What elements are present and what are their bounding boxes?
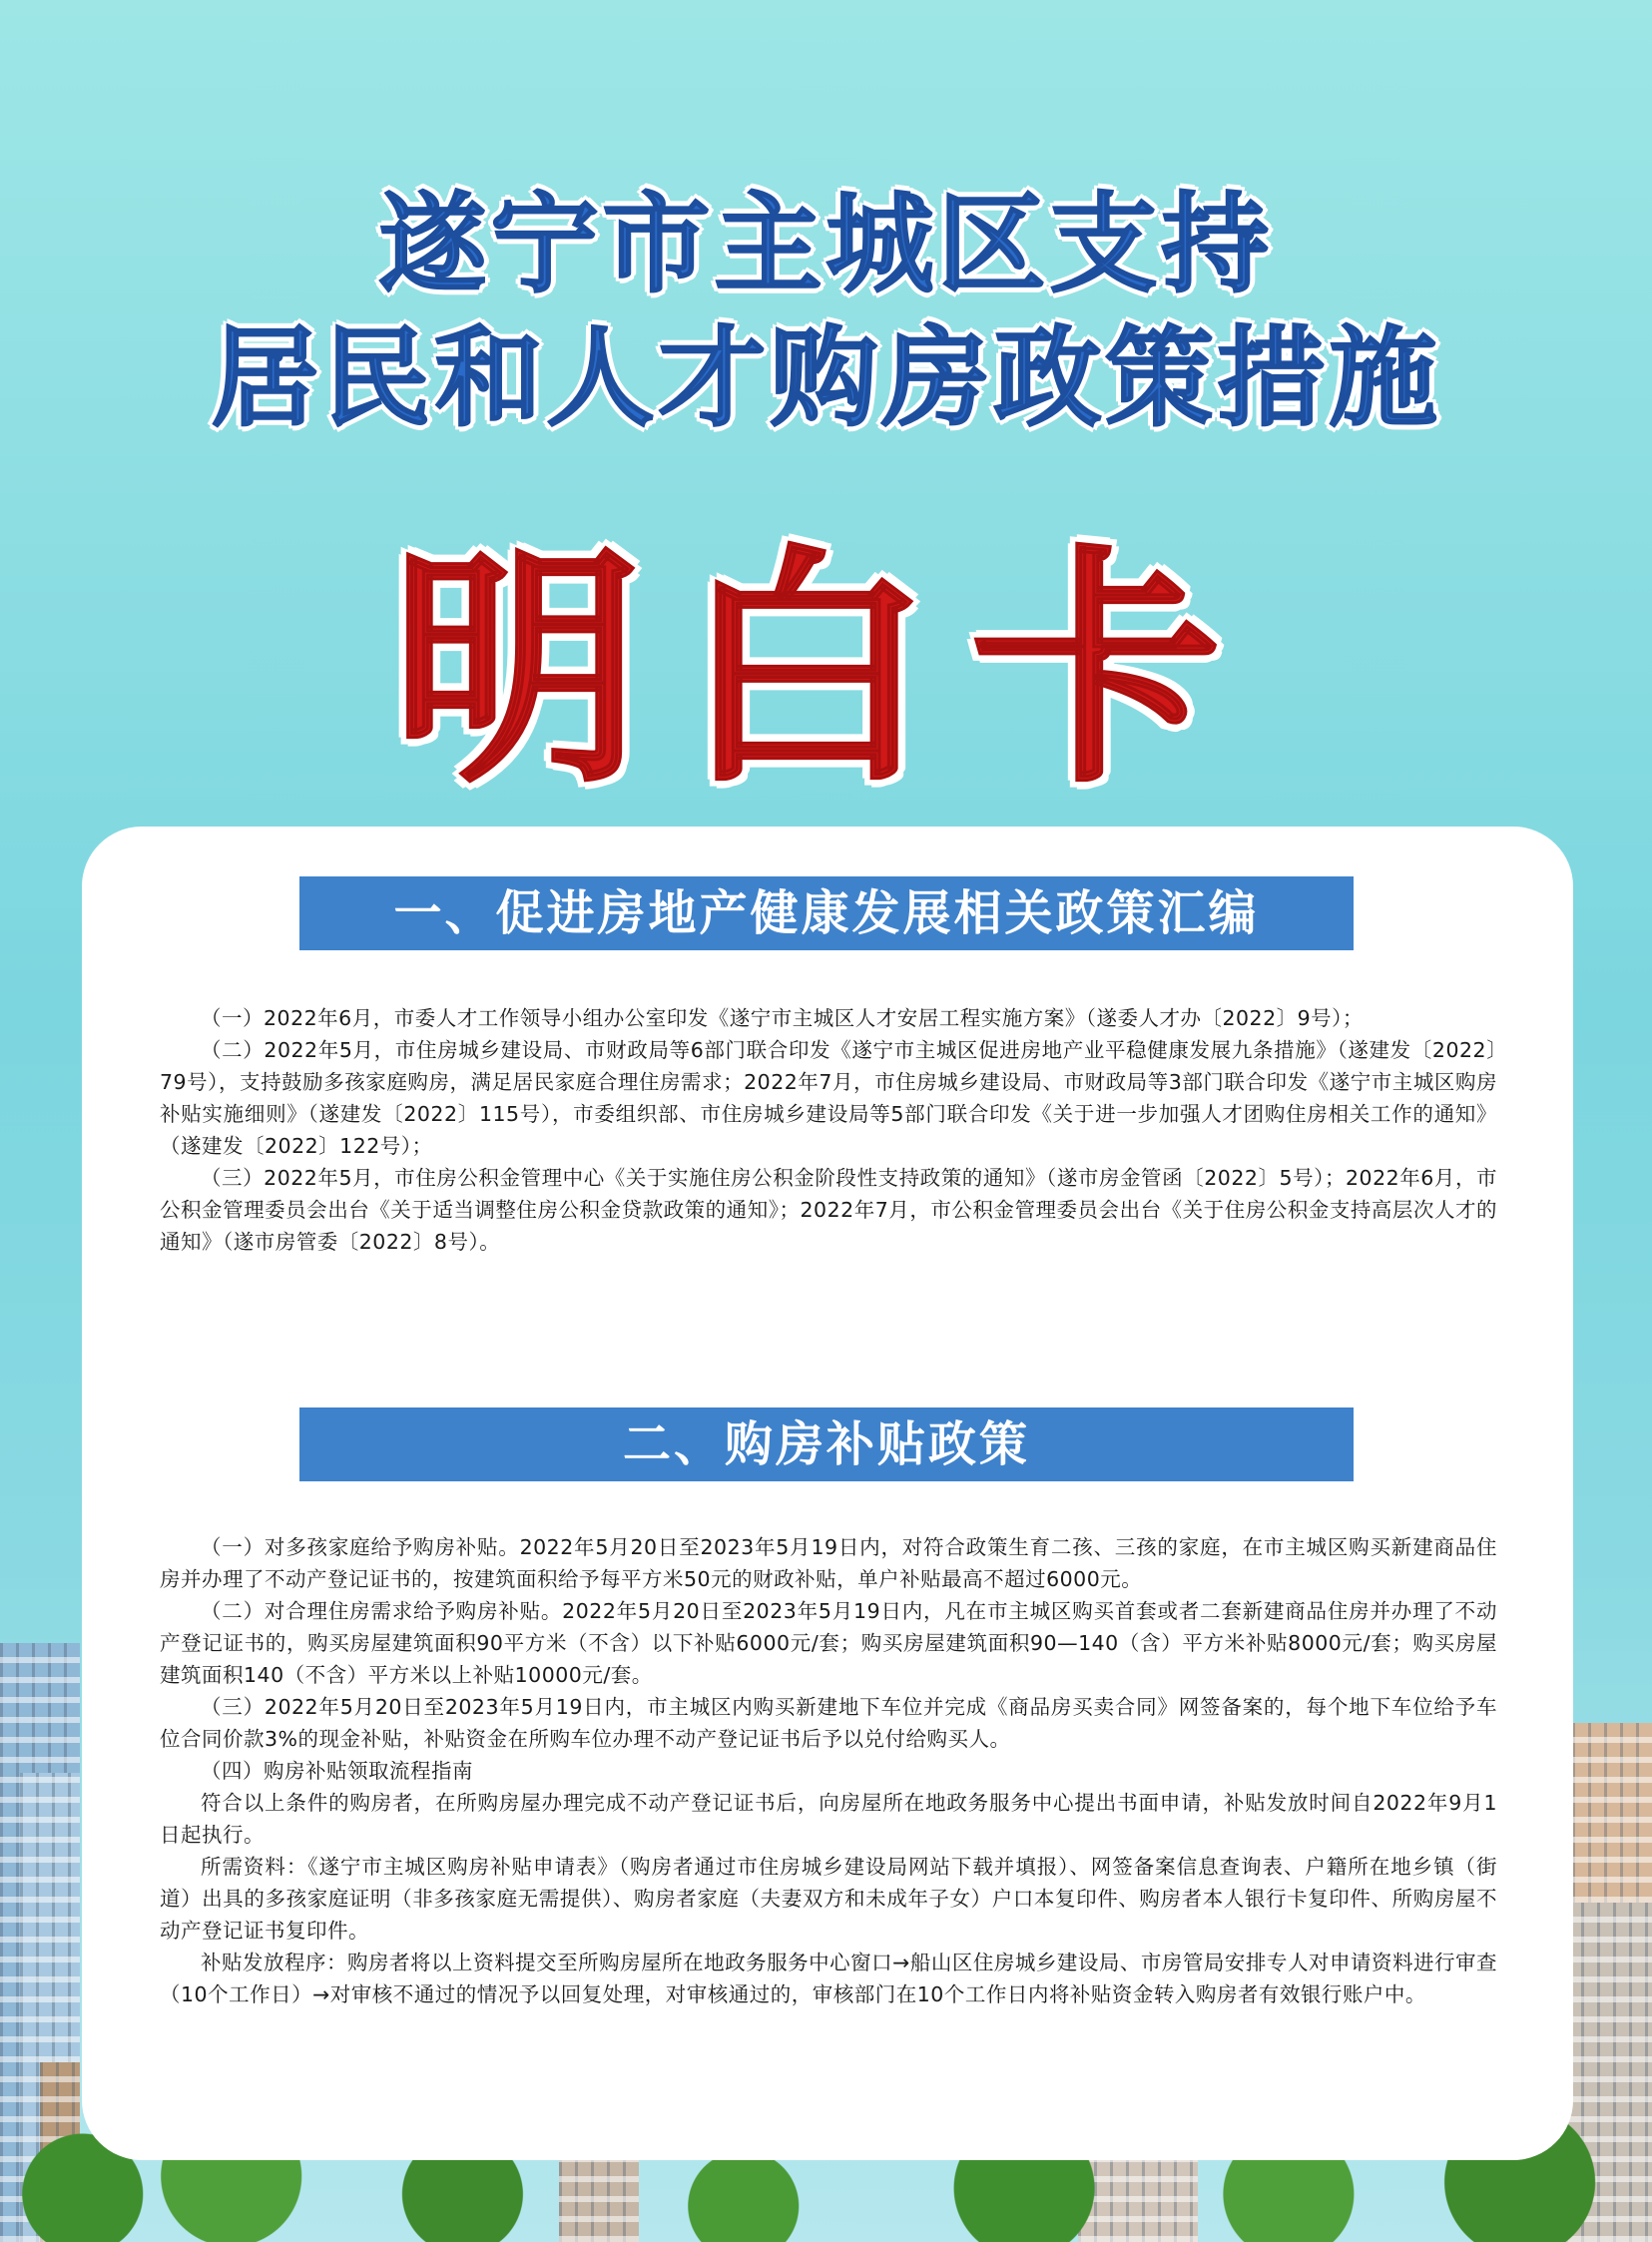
section2-heading: 二、购房补贴政策 (299, 1407, 1354, 1481)
section2-paragraph: 补贴发放程序：购房者将以上资料提交至所购房屋所在地政务服务中心窗口→船山区住房城乡建设局、市房管局安排专人对申请资料进行审查（10个工作日）→对审核不通过的情况予以回复处理，对审核通过的，审核部门在10个工作日内将补贴资金转入购房者有效银行账户中。 (160, 1951, 1497, 2006)
section2-paragraph: （一）对多孩家庭给予购房补贴。2022年5月20日至2023年5月19日内，对符合政策生育二孩、三孩的家庭，在市主城区购买新建商品住房并办理了不动产登记证书的，按建筑面积给予每平方米50元的财政补贴，单户补贴最高不超过6000元。 (160, 1535, 1497, 1591)
title-line-2: 居民和人才购房政策措施 (211, 316, 1441, 441)
section1-paragraph: （二）2022年5月，市住房城乡建设局、市财政局等6部门联合印发《遂宁市主城区促进房地产业平稳健康发展九条措施》（遂建发〔2022〕79号），支持鼓励多孩家庭购房，满足居民家庭合理住房需求；2022年7月，市住房城乡建设局、市财政局等3部门联合印发《遂宁市主城区购房补贴实施细则》（遂建发〔2022〕115号），市委组织部、市住房城乡建设局等5部门联合印发《关于进一步加强人才团购住房相关工作的通知》（遂建发〔2022〕122号）； (160, 1038, 1497, 1158)
section2-paragraph: （三）2022年5月20日至2023年5月19日内，市主城区内购买新建地下车位并完成《商品房买卖合同》网签备案的，每个地下车位给予车位合同价款3%的现金补贴，补贴资金在所购车位办理不动产登记证书后予以兑付给购买人。 (160, 1695, 1497, 1751)
section1-paragraph: （一）2022年6月，市委人才工作领导小组办公室印发《遂宁市主城区人才安居工程实施方案》（遂委人才办〔2022〕9号）； (201, 1006, 1364, 1030)
section1-heading: 一、促进房地产健康发展相关政策汇编 (299, 876, 1354, 950)
section1-body (160, 1002, 1497, 1258)
section2-paragraph: 符合以上条件的购房者，在所购房屋办理完成不动产登记证书后，向房屋所在地政务服务中心提出书面申请，补贴发放时间自2022年9月1日起执行。 (160, 1791, 1497, 1847)
section2-paragraph: 所需资料：《遂宁市主城区购房补贴申请表》（购房者通过市住房城乡建设局网站下载并填报）、网签备案信息查询表、户籍所在地乡镇（街道）出具的多孩家庭证明（非多孩家庭无需提供）、购房者家庭（夫妻双方和未成年子女）户口本复印件、购房者本人银行卡复印件、所购房屋不动产登记证书复印件。 (160, 1855, 1497, 1943)
content-card (82, 827, 1573, 2160)
section2-body (160, 1531, 1497, 2010)
title-big: 明白卡 (391, 522, 1261, 816)
section2-paragraph: （二）对合理住房需求给予购房补贴。2022年5月20日至2023年5月19日内，凡在市主城区购买首套或者二套新建商品住房并办理了不动产登记证书的，购买房屋建筑面积90平方米（不含）以下补贴6000元/套；购买房屋建筑面积90—140（含）平方米补贴8000元/套；购买房屋建筑面积140（不含）平方米以上补贴10000元/套。 (160, 1599, 1497, 1687)
section2-paragraph: （四）购房补贴领取流程指南 (201, 1759, 473, 1783)
title-line-1: 遂宁市主城区支持 (378, 183, 1274, 307)
section1-paragraph: （三）2022年5月，市住房公积金管理中心《关于实施住房公积金阶段性支持政策的通知》（遂市房金管函〔2022〕5号）；2022年6月，市公积金管理委员会出台《关于适当调整住房公积金贷款政策的通知》；2022年7月，市公积金管理委员会出台《关于住房公积金支持高层次人才的通知》（遂市房管委〔2022〕8号）。 (160, 1166, 1497, 1254)
